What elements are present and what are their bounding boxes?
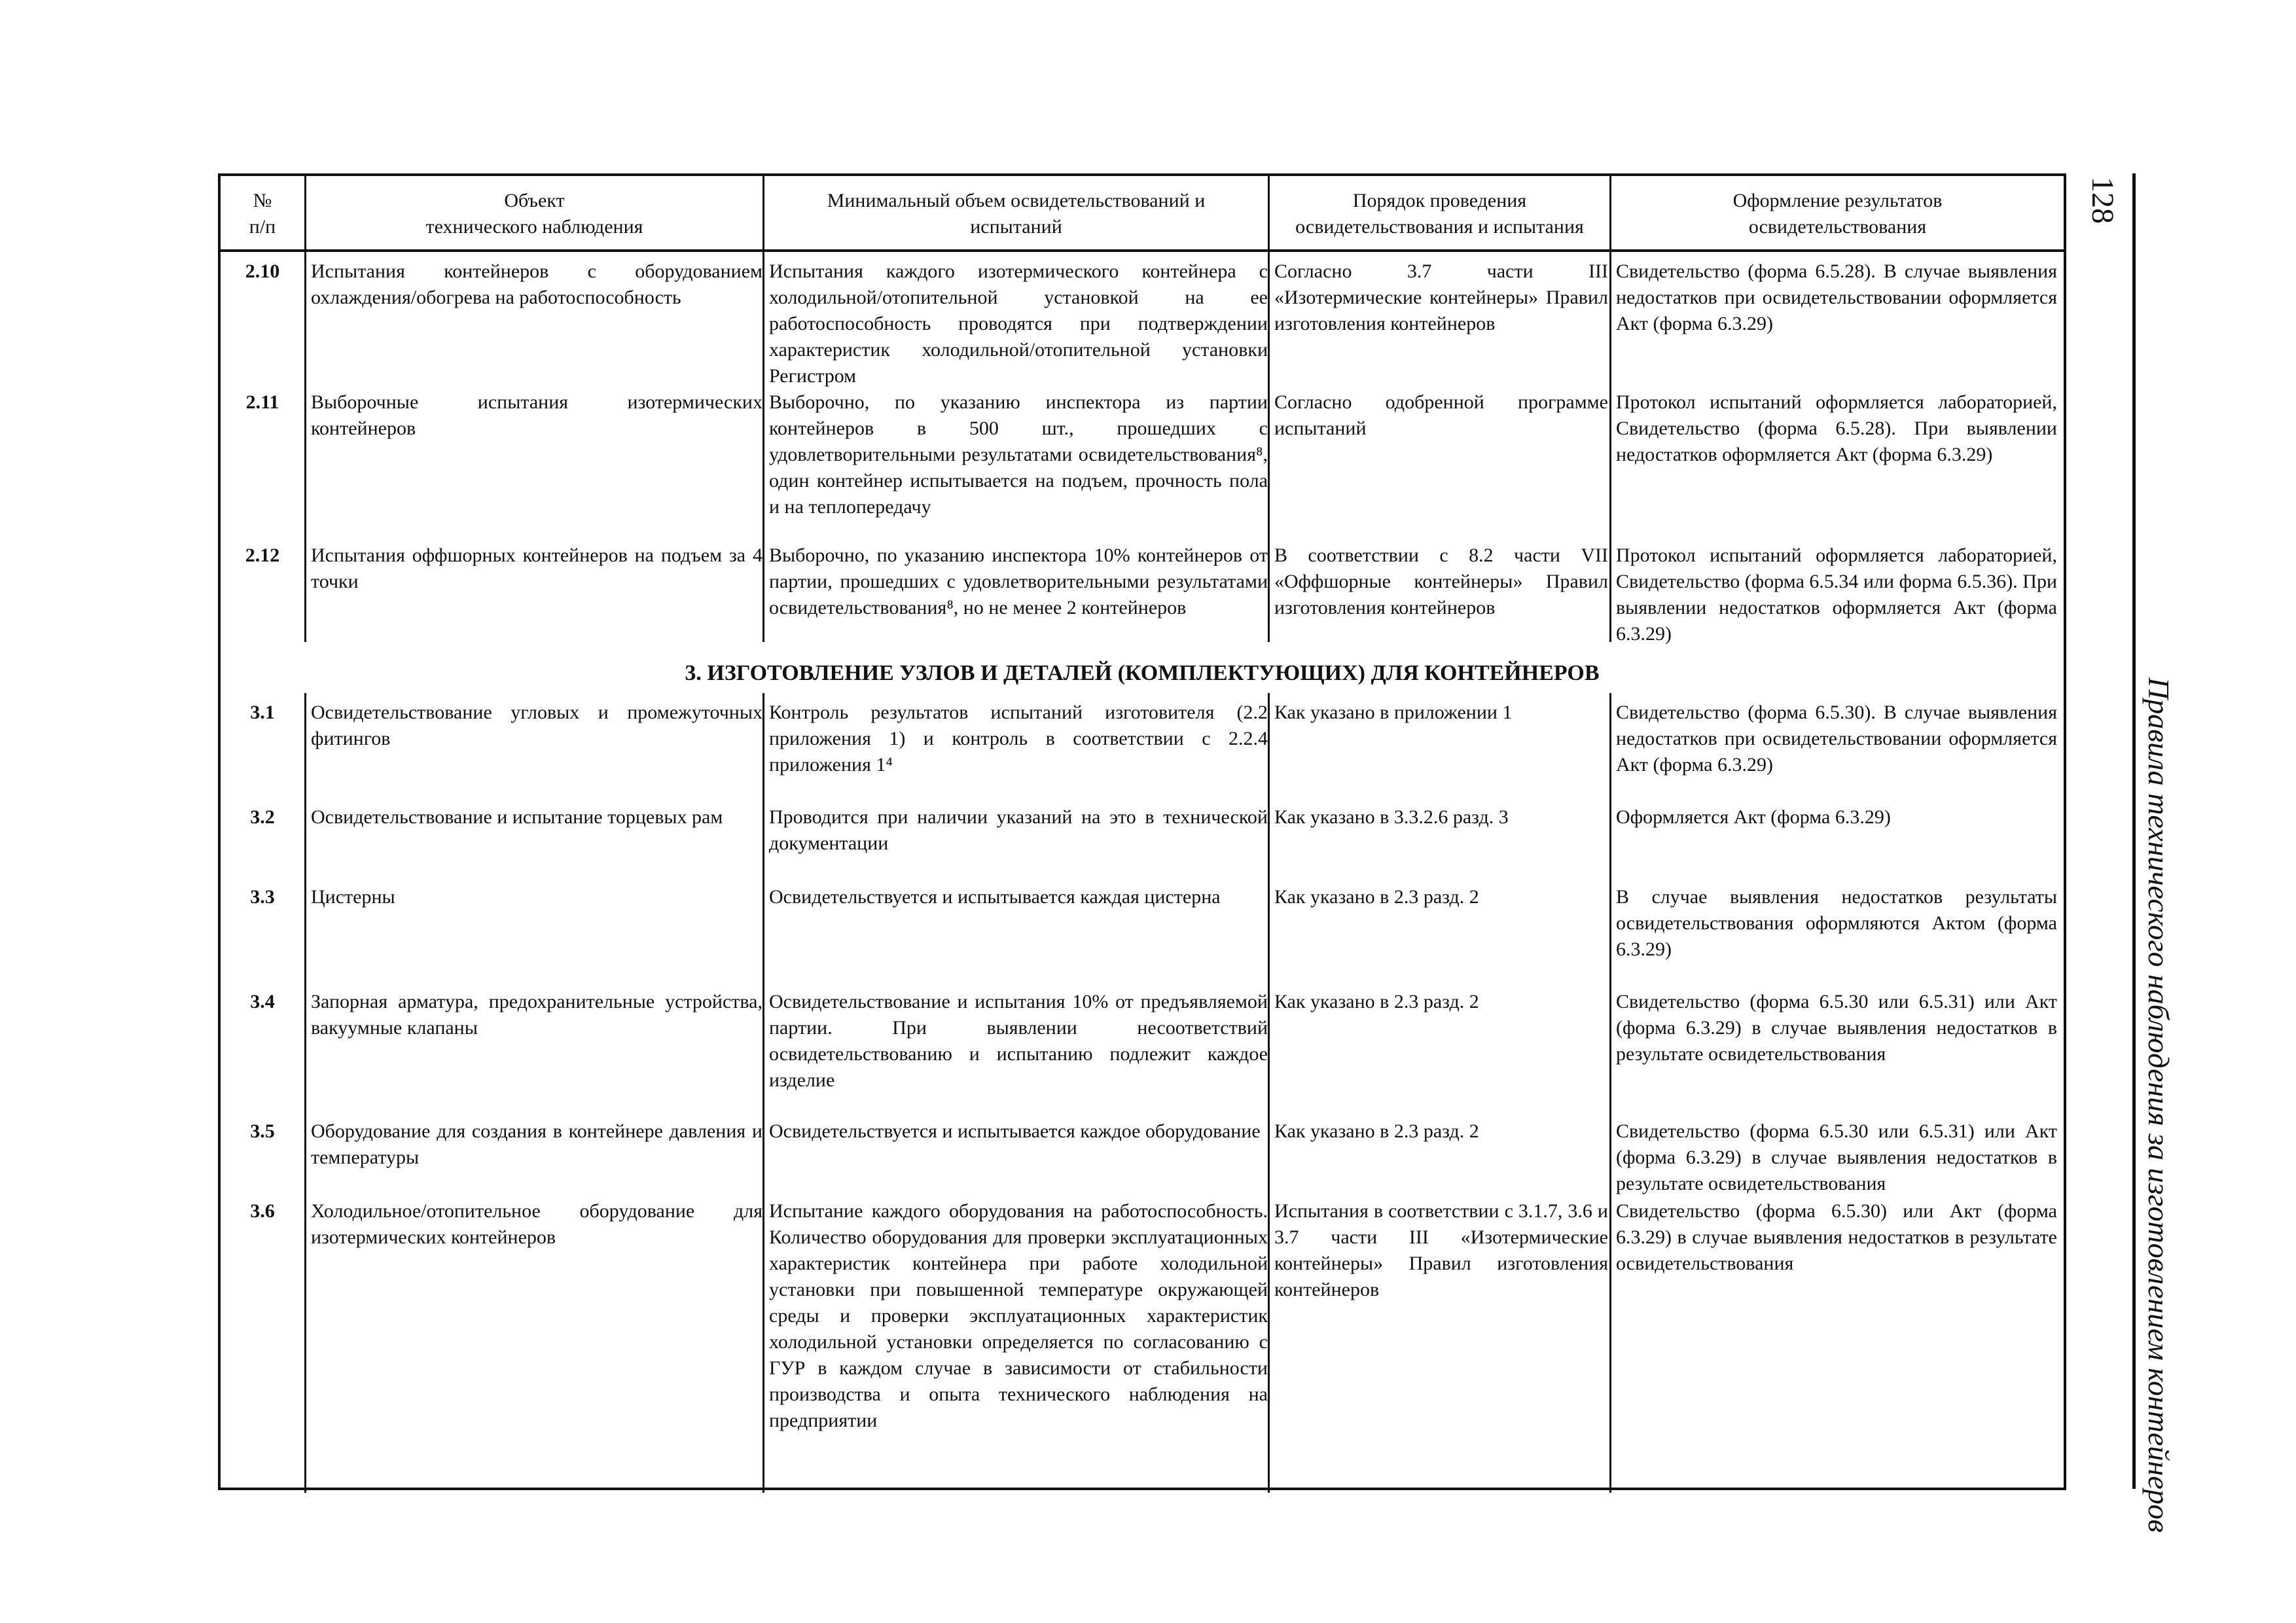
column-divider (304, 693, 306, 1493)
row-object: Оборудование для создания в контейнере давления и температуры (311, 1120, 762, 1168)
row-number: 3.1 (250, 702, 275, 723)
row-number: 3.4 (250, 991, 275, 1012)
row-object: Холодильное/отопительное оборудование для изотермических контейнеров (311, 1200, 762, 1248)
row-object: Освидетельствование и испытание торцевых рам (311, 806, 723, 828)
requirements-table (218, 173, 2066, 1490)
row-scope: Контроль результатов испытаний изготовителя (2.2 приложения 1) и контроль в соответствии с 2.2.4 приложения 1⁴ (769, 702, 1268, 776)
row-number: 2.10 (245, 260, 280, 282)
row-procedure: Согласно одобренной программе испытаний (1274, 391, 1608, 439)
section-title: 3. ИЗГОТОВЛЕНИЕ УЗЛОВ И ДЕТАЛЕЙ (КОМПЛЕКТУЮЩИХ) ДЛЯ КОНТЕЙНЕРОВ (685, 661, 1600, 685)
row-number: 3.5 (250, 1120, 275, 1142)
row-result: Свидетельство (форма 6.5.28). В случае выявления недостатков при освидетельствовании оформляется Акт (форма 6.3.29) (1616, 260, 2057, 334)
row-scope: Освидетельствуется и испытывается каждая цистерна (769, 886, 1221, 908)
row-scope: Испытание каждого оборудования на работоспособность. Количество оборудования для проверки эксплуатационных характеристик контейнера при работе холодильной установки при повышенной температуре окружающей среды и проверки эксплуатационных характеристик холодильной установки определяется по согласованию с ГУР в каждом случае в зависимости от стабильности производства и опыта технического наблюдения на предприятии (769, 1200, 1268, 1431)
row-scope: Освидетельствуется и испытывается каждое оборудование (769, 1120, 1261, 1142)
row-result: Свидетельство (форма 6.5.30 или 6.5.31) или Акт (форма 6.3.29) в случае выявления недостатков в результате освидетельствования (1616, 1120, 2057, 1194)
column-divider (1609, 693, 1611, 1493)
row-scope: Освидетельствование и испытания 10% от предъявляемой партии. При выявлении несоответствий освидетельствованию и испытанию подлежит каждое изделие (769, 991, 1268, 1091)
running-title: Правила технического наблюдения за изготовлением контейнеров (2142, 677, 2176, 1533)
row-scope: Выборочно, по указанию инспектора из партии контейнеров в 500 шт., прошедших с удовлетворительными результатами освидетельствования⁸, один контейнер испытывается на подъем, прочность пола и на теплопередачу (769, 391, 1268, 518)
row-procedure: Как указано в 2.3 разд. 2 (1274, 886, 1479, 908)
row-number: 2.11 (245, 391, 279, 413)
row-procedure: Согласно 3.7 части III «Изотермические контейнеры» Правил изготовления контейнеров (1274, 260, 1608, 334)
header-result: Оформление результатов освидетельствования (1732, 190, 1943, 238)
row-object: Испытания контейнеров с оборудованием охлаждения/обогрева на работоспособность (311, 260, 762, 308)
row-number: 3.2 (250, 806, 275, 828)
row-object: Запорная арматура, предохранительные устройства, вакуумные клапаны (311, 991, 762, 1039)
row-scope: Испытания каждого изотермического контейнера с холодильной/отопительной установкой на ее работоспособность проводятся при подтверждении характеристик холодильной/отопительной установки Регистром (769, 260, 1268, 387)
row-procedure: Испытания в соответствии с 3.1.7, 3.6 и 3.7 части III «Изотермические контейнеры» Правил изготовления контейнеров (1274, 1200, 1608, 1300)
row-procedure: Как указано в приложении 1 (1274, 702, 1513, 723)
header-scope: Минимальный объем освидетельствований и испытаний (827, 190, 1206, 238)
row-object: Освидетельствование угловых и промежуточных фитингов (311, 702, 762, 749)
row-procedure: Как указано в 2.3 разд. 2 (1274, 1120, 1479, 1142)
column-divider (762, 693, 764, 1493)
row-result: Свидетельство (форма 6.5.30) или Акт (форма 6.3.29) в случае выявления недостатков в результате освидетельствования (1616, 1200, 2057, 1274)
row-object: Выборочные испытания изотермических контейнеров (311, 391, 762, 439)
header-procedure: Порядок проведения освидетельствования и испытания (1295, 190, 1584, 238)
page-number: 128 (2085, 177, 2120, 224)
row-number: 3.6 (250, 1200, 275, 1222)
column-divider (1268, 693, 1270, 1493)
margin-rule (2132, 173, 2136, 1489)
row-result: В случае выявления недостатков результаты освидетельствования оформляются Актом (форма 6.3.29) (1616, 886, 2057, 960)
row-object: Цистерны (311, 886, 395, 908)
header-divider (221, 249, 2064, 252)
header-object: Объект технического наблюдения (425, 190, 643, 238)
header-num: № п/п (249, 190, 276, 238)
row-scope: Выборочно, по указанию инспектора 10% контейнеров от партии, прошедших с удовлетворительными результатами освидетельствования⁸, но не менее 2 контейнеров (769, 544, 1268, 618)
row-result: Оформляется Акт (форма 6.3.29) (1616, 806, 1891, 828)
row-procedure: В соответствии с 8.2 части VII «Оффшорные контейнеры» Правил изготовления контейнеров (1274, 544, 1608, 618)
row-object: Испытания оффшорных контейнеров на подъем за 4 точки (311, 544, 762, 592)
row-number: 3.3 (250, 886, 275, 908)
row-procedure: Как указано в 3.3.2.6 разд. 3 (1274, 806, 1509, 828)
row-result: Протокол испытаний оформляется лабораторией, Свидетельство (форма 6.5.28). При выявлении недостатков оформляется Акт (форма 6.3.29) (1616, 391, 2057, 465)
row-result: Свидетельство (форма 6.5.30 или 6.5.31) или Акт (форма 6.3.29) в случае выявления недостатков в результате освидетельствования (1616, 991, 2057, 1065)
row-procedure: Как указано в 2.3 разд. 2 (1274, 991, 1479, 1012)
row-scope: Проводится при наличии указаний на это в технической документации (769, 806, 1268, 854)
row-number: 2.12 (245, 544, 280, 566)
row-result: Протокол испытаний оформляется лабораторией, Свидетельство (форма 6.5.34 или форма 6.5.36). При выявлении недостатков оформляется Акт (форма 6.3.29) (1616, 544, 2057, 645)
row-result: Свидетельство (форма 6.5.30). В случае выявления недостатков при освидетельствовании оформляется Акт (форма 6.3.29) (1616, 702, 2057, 776)
